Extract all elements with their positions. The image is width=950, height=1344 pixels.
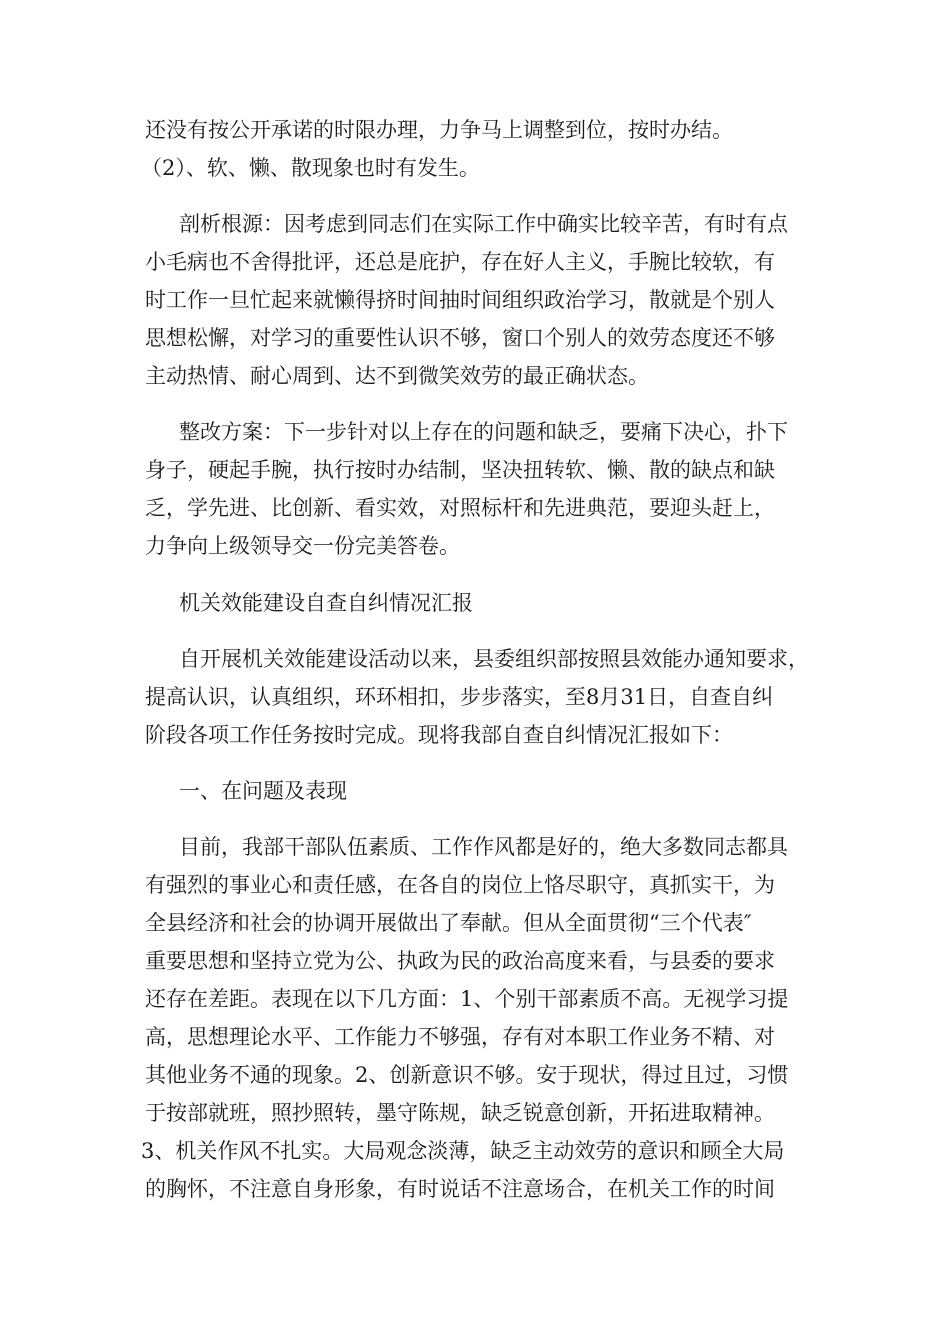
text-line: 阶段各项工作任务按时完成。现将我部自查自纠情况汇报如下：	[145, 723, 733, 747]
text-line: （2）、软、懒、散现象也时有发生。	[141, 156, 480, 180]
paragraph-first-line: 整改方案：下一步针对以上存在的问题和缺乏，要痛下决心，扑下	[179, 420, 788, 444]
section-heading: 机关效能建设自查自纠情况汇报	[179, 591, 473, 615]
text-line: 力争向上级领导交一份完美答卷。	[145, 534, 460, 558]
text-line: 于按部就班，照抄照转，墨守陈规，缺乏锐意创新，开拓进取精神。	[145, 1101, 775, 1125]
text-line: 高，思想理论水平、工作能力不够强，存有对本职工作业务不精、对	[145, 1025, 775, 1049]
text-line: 其他业务不通的现象。2、创新意识不够。安于现状，得过且过，习惯	[145, 1063, 789, 1087]
text-line: 还没有按公开承诺的时限办理，力争马上调整到位，按时办结。	[145, 118, 733, 142]
text-line: 的胸怀，不注意自身形象，有时说话不注意场合，在机关工作的时间	[145, 1177, 775, 1201]
text-line: 提高认识，认真组织，环环相扣，步步落实，至8月31日，自查自纠	[145, 685, 774, 709]
section-heading: 一、在问题及表现	[179, 779, 347, 803]
text-line: 时工作一旦忙起来就懒得挤时间抽时间组织政治学习，散就是个别人	[145, 288, 775, 312]
text-line: 有强烈的事业心和责任感，在各自的岗位上恪尽职守，真抓实干，为	[145, 873, 775, 897]
text-line: 全县经济和社会的协调开展做出了奉献。但从全面贯彻“三个代表″	[145, 911, 752, 935]
text-line: 身子，硬起手腕，执行按时办结制，坚决扭转软、懒、散的缺点和缺	[145, 458, 775, 482]
text-line: 还存在差距。表现在以下几方面：1、个别干部素质不高。无视学习提	[145, 987, 789, 1011]
text-line: 主动热情、耐心周到、达不到微笑效劳的最正确状态。	[145, 364, 649, 388]
text-line: 乏，学先进、比创新、看实效，对照标杆和先进典范，要迎头赶上，	[145, 496, 775, 520]
text-line: 重要思想和坚持立党为公、执政为民的政治高度来看，与县委的要求	[145, 949, 775, 973]
text-line: 3、机关作风不扎实。大局观念淡薄，缺乏主动效劳的意识和顾全大局	[141, 1139, 785, 1163]
paragraph-first-line: 目前，我部干部队伍素质、工作作风都是好的，绝大多数同志都具	[179, 835, 788, 859]
paragraph-first-line: 剖析根源：因考虑到同志们在实际工作中确实比较辛苦，有时有点	[179, 212, 788, 236]
text-line: 思想松懈，对学习的重要性认识不够，窗口个别人的效劳态度还不够	[145, 326, 775, 350]
paragraph-first-line: 自开展机关效能建设活动以来，县委组织部按照县效能办通知要求，	[179, 647, 809, 671]
text-line: 小毛病也不舍得批评，还总是庇护，存在好人主义，手腕比较软，有	[145, 250, 775, 274]
